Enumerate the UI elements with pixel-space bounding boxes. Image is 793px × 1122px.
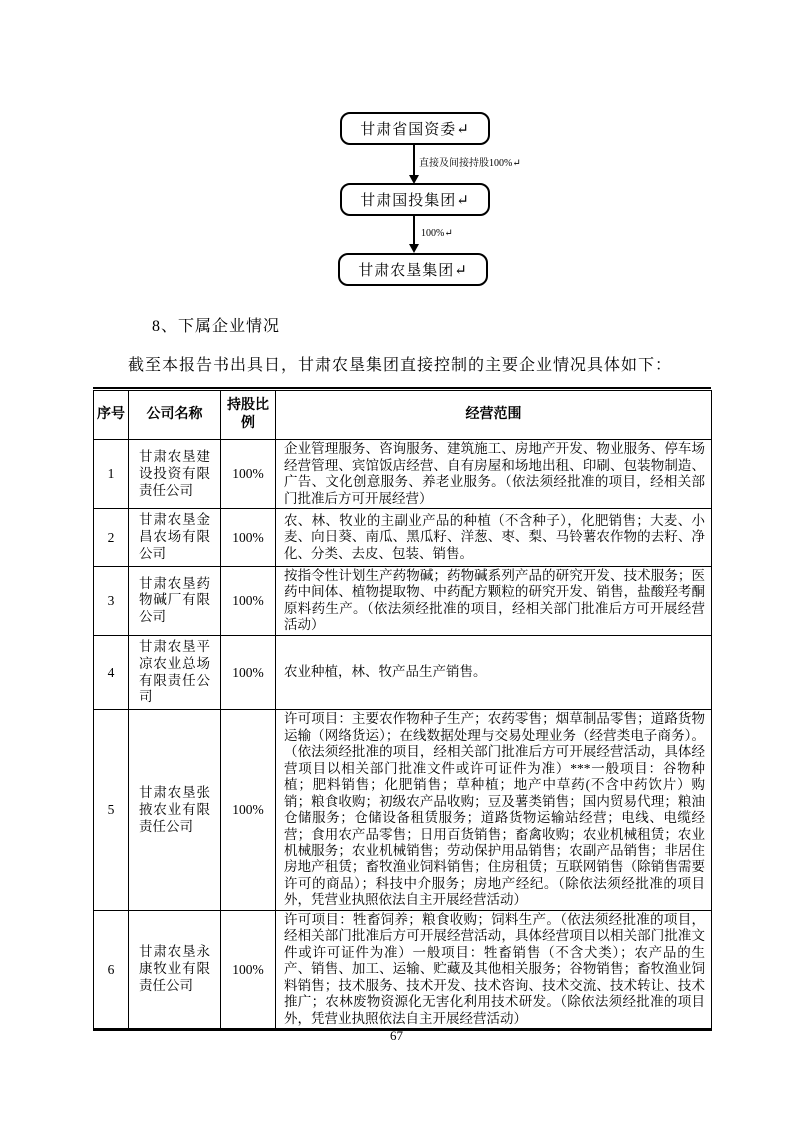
cell-index: 4 <box>94 635 129 710</box>
cell-index: 2 <box>94 509 129 567</box>
connector-line <box>413 216 415 245</box>
section-heading: 8、下属企业情况 <box>152 318 281 335</box>
header-cell-ratio: 持股比例 <box>221 391 276 440</box>
cell-holding-ratio: 100% <box>221 566 276 635</box>
org-node-label: 甘肃省国资委↵ <box>360 122 470 138</box>
header-cell-scope: 经营范围 <box>276 391 712 440</box>
table-row <box>94 440 712 509</box>
cell-holding-ratio: 100% <box>221 710 276 911</box>
cell-index: 5 <box>94 710 129 911</box>
cell-business-scope: 许可项目：牲畜饲养；粮食收购；饲料生产。（依法须经批准的项目，经相关部门批准后方可开展经营活动，具体经营项目以相关部门批准文件或许可证件为准）一般项目：牲畜销售（不含犬类）；农产品的生产、销售、加工、运输、贮藏及其他相关服务；谷物销售；畜牧渔业饲料销售；技术服务、技术开发、技术咨询、技术交流、技术转让、技术推广；农林废物资源化无害化利用技术研发。（除依法须经批准的项目外，凭营业执照依法自主开展经营活动） <box>276 910 712 1029</box>
cell-company-name: 甘肃农垦药物碱厂有限公司 <box>129 566 221 635</box>
header-cell-index: 序号 <box>94 391 129 440</box>
edge-label-holding: 直接及间接持股100%↵ <box>419 158 521 169</box>
arrow-down-icon <box>409 244 419 253</box>
cell-holding-ratio: 100% <box>221 440 276 509</box>
cell-business-scope: 许可项目：主要农作物种子生产；农药零售；烟草制品零售；道路货物运输（网络货运）；在线数据处理与交易处理业务（经营类电子商务）。（依法须经批准的项目，经相关部门批准后方可开展经营活动，具体经营项目以相关部门批准文件或许可证件为准）***一般项目：谷物种植；肥料销售；化肥销售；草种植；地产中草药(不含中药饮片）购销；粮食收购；初级农产品收购；豆及薯类销售；国内贸易代理；粮油仓储服务；仓储设备租赁服务；道路货物运输站经营；电线、电缆经营；食用农产品零售；日用百货销售；畜禽收购；农业机械租赁；农业机械服务；农业机械销售；劳动保护用品销售；农副产品销售；非居住房地产租赁；畜牧渔业饲料销售；住房租赁；互联网销售（除销售需要许可的商品）；科技中介服务；房地产经纪。（除依法须经批准的项目外，凭营业执照依法自主开展经营活动） <box>276 710 712 911</box>
cell-holding-ratio: 100% <box>221 635 276 710</box>
intro-paragraph: 截至本报告书出具日，甘肃农垦集团直接控制的主要企业情况具体如下： <box>128 357 673 374</box>
cell-index: 6 <box>94 910 129 1029</box>
table-header-row <box>94 391 712 440</box>
cell-company-name: 甘肃农垦永康牧业有限责任公司 <box>129 910 221 1029</box>
cell-business-scope: 按指令性计划生产药物碱；药物碱系列产品的研究开发、技术服务；医药中间体、植物提取物、中药配方颗粒的研究开发、销售，盐酸羟考酮原料药生产。（依法须经批准的项目，经相关部门批准后方可开展经营活动） <box>276 566 712 635</box>
org-chart-node-nongken <box>338 253 488 286</box>
cell-company-name: 甘肃农垦金昌农场有限公司 <box>129 509 221 567</box>
connector-line <box>413 145 415 176</box>
cell-business-scope: 企业管理服务、咨询服务、建筑施工、房地产开发、物业服务、停车场经营管理、宾馆饭店经营、自有房屋和场地出租、印刷、包装物制造、广告、文化创意服务、养老业服务。（依法须经批准的项目，经相关部门批准后方可开展经营） <box>276 440 712 509</box>
table-row <box>94 710 712 911</box>
cell-holding-ratio: 100% <box>221 509 276 567</box>
cell-business-scope: 农业种植，林、牧产品生产销售。 <box>276 635 712 710</box>
table-row <box>94 566 712 635</box>
table-row <box>94 910 712 1029</box>
org-node-label: 甘肃农垦集团↵ <box>358 263 468 279</box>
cell-holding-ratio: 100% <box>221 910 276 1029</box>
cell-company-name: 甘肃农垦建设投资有限责任公司 <box>129 440 221 509</box>
org-node-label: 甘肃国投集团↵ <box>360 193 470 209</box>
edge-label-percentage: 100%↵ <box>421 228 453 239</box>
cell-index: 1 <box>94 440 129 509</box>
table-row <box>94 635 712 710</box>
cell-company-name: 甘肃农垦张掖农业有限责任公司 <box>129 710 221 911</box>
cell-index: 3 <box>94 566 129 635</box>
cell-company-name: 甘肃农垦平凉农业总场有限责任公司 <box>129 635 221 710</box>
page-number: 67 <box>390 1028 403 1043</box>
org-chart-node-sasac <box>340 112 490 145</box>
subsidiaries-table-wrapper <box>93 387 711 1031</box>
header-cell-company: 公司名称 <box>129 391 221 440</box>
org-chart-node-gitc <box>340 183 490 216</box>
cell-business-scope: 农、林、牧业的主副业产品的种植（不含种子），化肥销售；大麦、小麦、向日葵、南瓜、黑瓜籽、洋葱、枣、梨、马铃薯农作物的去籽、净化、分类、去皮、包装、销售。 <box>276 509 712 567</box>
table-row <box>94 509 712 567</box>
subsidiaries-table <box>93 390 712 1031</box>
